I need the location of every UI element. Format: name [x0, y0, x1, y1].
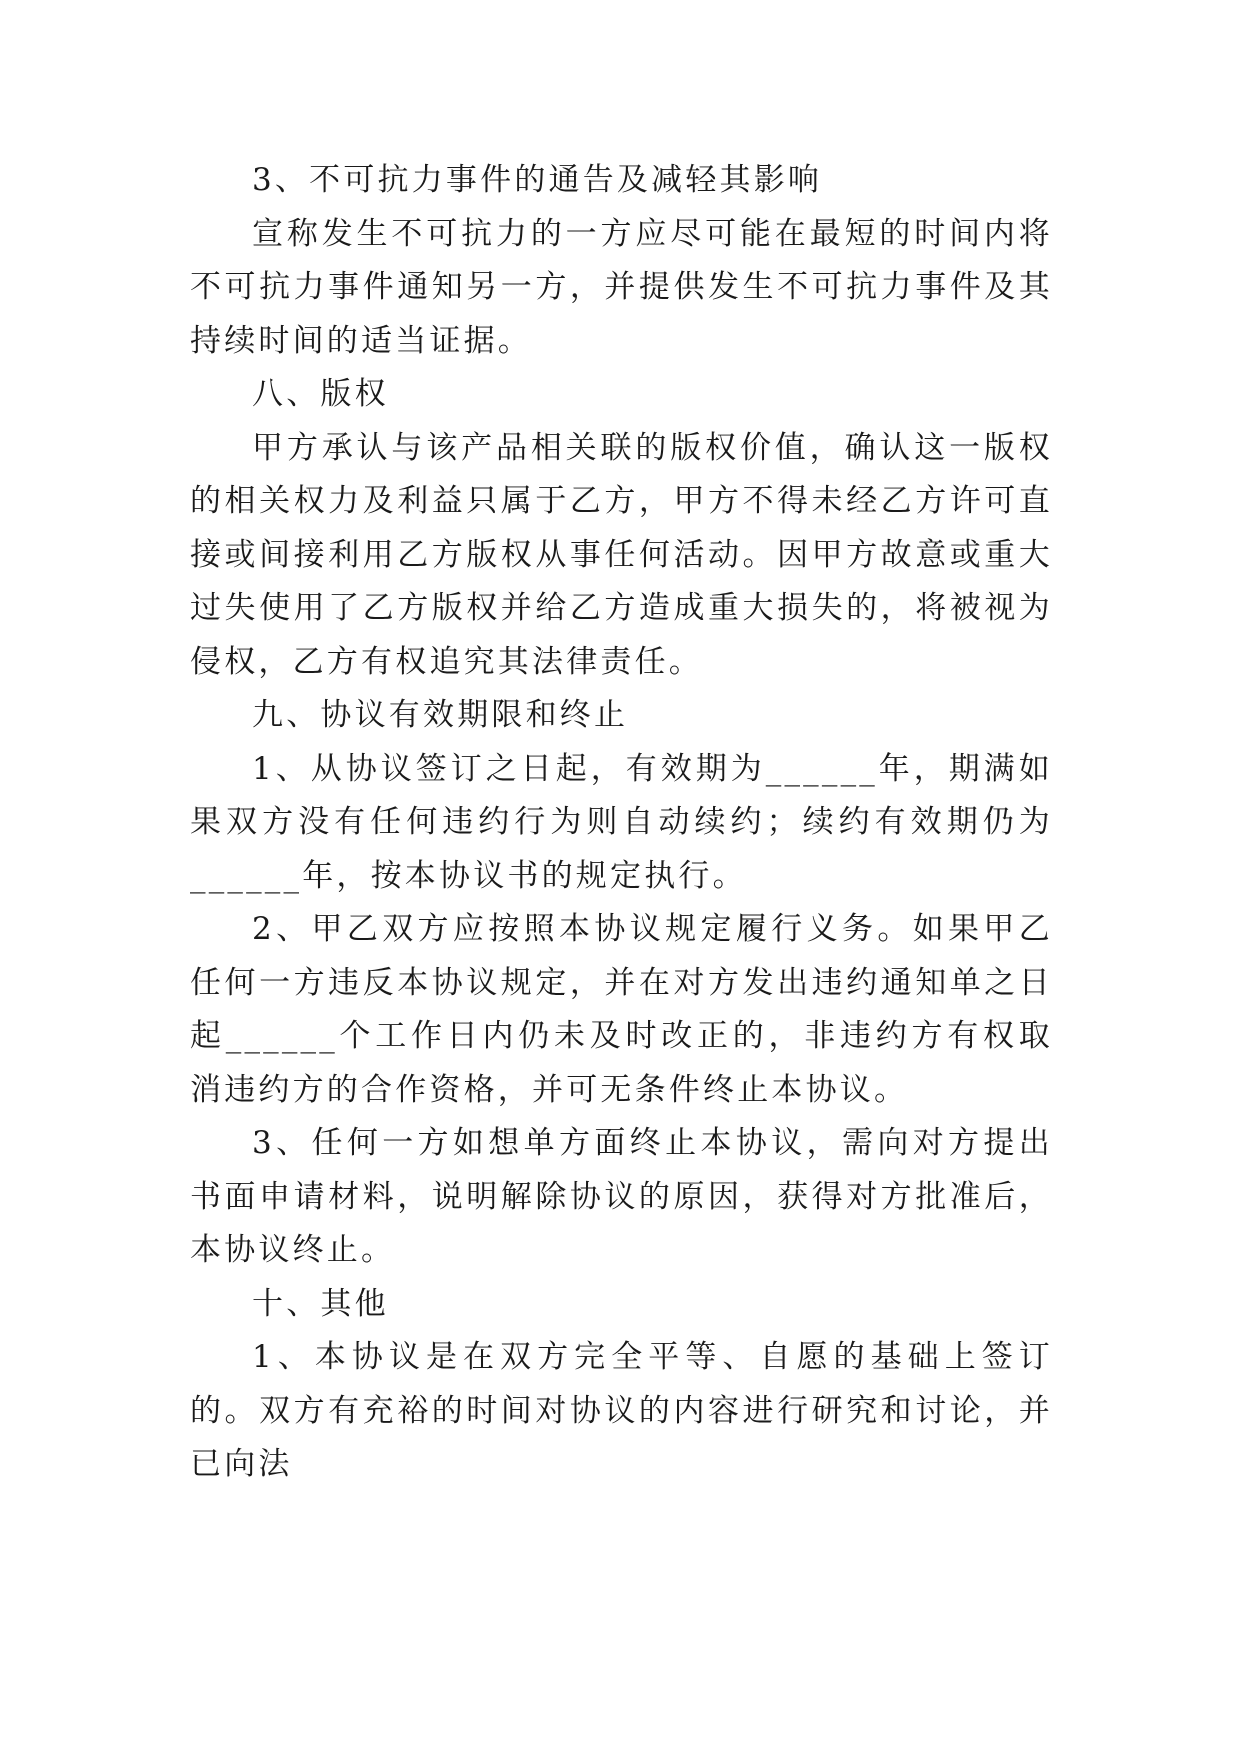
paragraph-term-clause-3: 3、任何一方如想单方面终止本协议，需向对方提出书面申请材料，说明解除协议的原因，获得对方批准后，本协议终止。 [190, 1125, 1053, 1268]
paragraph-force-majeure-notice-heading: 3、不可抗力事件的通告及减轻其影响 [252, 162, 823, 198]
paragraph-term-clause-2: 2、甲乙双方应按照本协议规定履行义务。如果甲乙任何一方违反本协议规定，并在对方发出违约通知单之日起______个工作日内仍未及时改正的，非违约方有权取消违约方的合作资格，并可无条件终止本协议。 [190, 911, 1053, 1108]
section-heading-term-and-termination: 九、协议有效期限和终止 [252, 697, 629, 733]
section-heading-other: 十、其他 [252, 1285, 389, 1322]
paragraph-copyright-body: 甲方承认与该产品相关联的版权价值，确认这一版权的相关权力及利益只属于乙方，甲方不得未经乙方许可直接或间接利用乙方版权从事任何活动。因甲方故意或重大过失使用了乙方版权并给乙方造成重大损失的，将被视为侵权，乙方有权追究其法律责任。 [190, 429, 1053, 680]
section-heading-copyright: 八、版权 [252, 376, 389, 412]
paragraph-force-majeure-notice-body: 宣称发生不可抗力的一方应尽可能在最短的时间内将不可抗力事件通知另一方，并提供发生不可抗力事件及其持续时间的适当证据。 [190, 215, 1053, 359]
document-body [190, 154, 1053, 1492]
paragraph-term-clause-1: 1、从协议签订之日起，有效期为______年，期满如果双方没有任何违约行为则自动续约；续约有效期仍为______年，按本协议书的规定执行。 [190, 750, 1053, 894]
paragraph-other-clause-1: 1、本协议是在双方完全平等、自愿的基础上签订的。双方有充裕的时间对协议的内容进行研究和讨论，并已向法 [190, 1339, 1053, 1482]
